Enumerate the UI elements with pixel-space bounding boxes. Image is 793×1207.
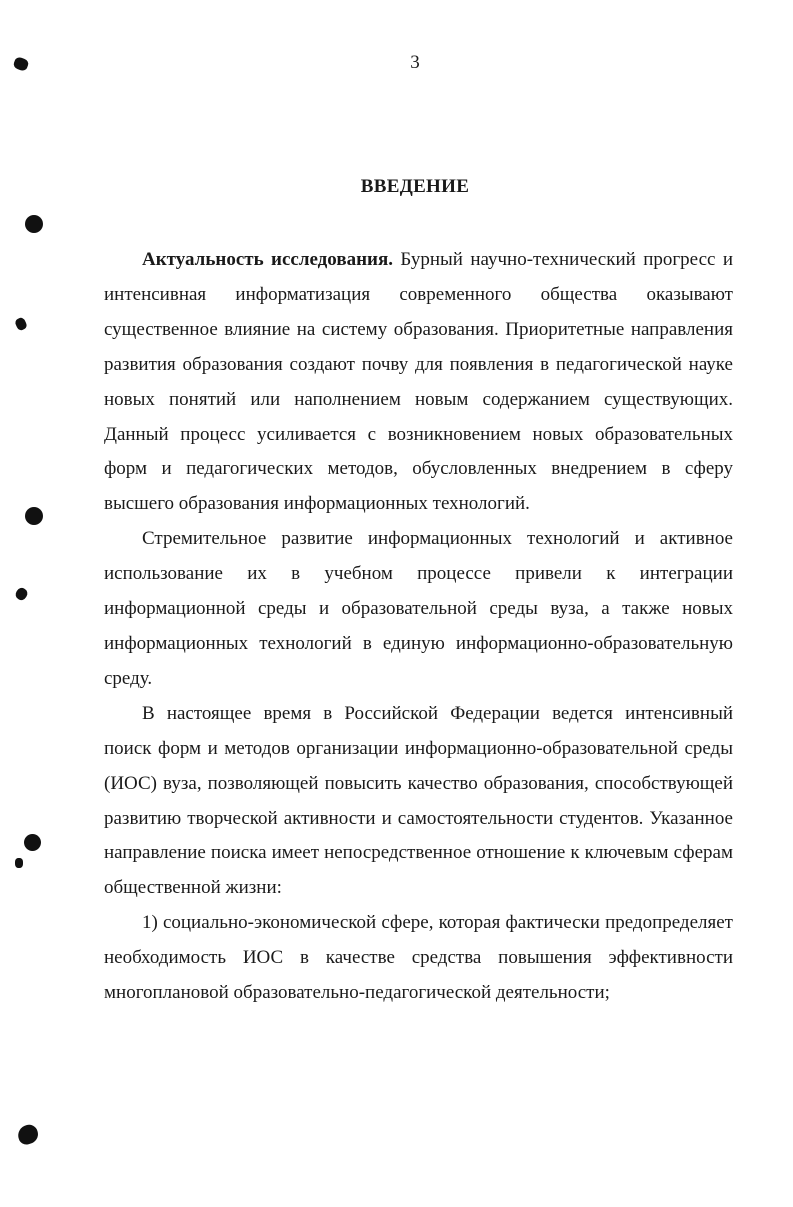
binder-hole	[25, 215, 43, 233]
binder-hole	[24, 834, 41, 851]
paragraph: В настоящее время в Российской Федерации ведется интенсивный поиск форм и методов организации информационно-образовательной среды (ИОС) вуза, позволяющей повысить качество образования, способствующей развитию творческой активности и самостоятельности студентов. Указанное направление поиска имеет непосредственное отношение к ключевым сферам общественной жизни:	[104, 702, 733, 899]
scan-speck	[14, 316, 28, 331]
section-title: ВВЕДЕНИЕ	[360, 176, 470, 197]
paragraph: 1) социально-экономической сфере, которая фактически предопределяет необходимость ИОС в качестве средства повышения эффективности многоплановой образовательно-педагогической деятельности;	[104, 912, 733, 1004]
binder-hole	[25, 507, 43, 525]
scan-speck	[15, 858, 23, 868]
paragraph: Стремительное развитие информационных технологий и активное использование их в учебном процессе привели к интеграции информационной среды и образовательной среды вуза, а также новых информационных технологий в единую информационно-образовательную среду.	[104, 528, 733, 689]
paragraph-lead: Актуальность исследования.	[142, 249, 394, 270]
scan-speck	[14, 586, 30, 602]
scan-speck	[16, 1123, 40, 1147]
paragraph	[104, 243, 733, 522]
page-number: 3	[410, 52, 420, 73]
body-text	[104, 243, 733, 1011]
paragraph-text: Бурный научно-технический прогресс и интенсивная информатизация современного общества оказывают существенное влияние на систему образования. Приоритетные направления развития образования создают почву для появления в педагогической науке новых понятий или наполнением новым содержанием существующих. Данный процесс усиливается с возникновением новых образовательных форм и педагогических методов, обусловленных внедрением в сферу высшего образования информационных технологий.	[104, 249, 733, 515]
